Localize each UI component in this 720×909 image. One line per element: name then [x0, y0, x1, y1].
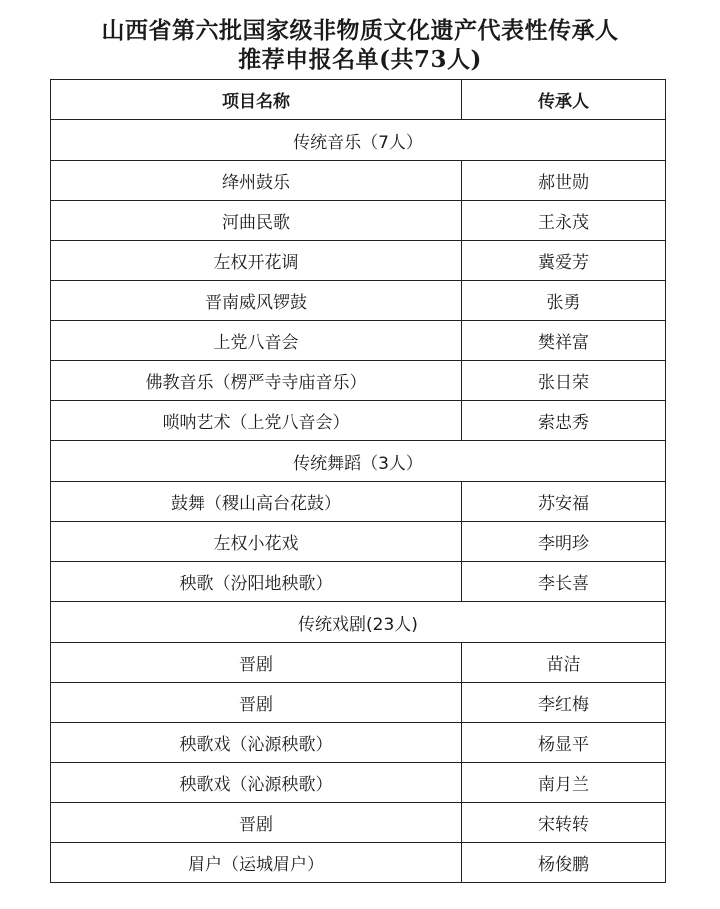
- category-row: [51, 602, 666, 643]
- table-row: [51, 241, 666, 281]
- table-row: [51, 763, 666, 803]
- inheritor-cell: 冀爱芳: [462, 241, 666, 281]
- inheritor-cell: 李红梅: [462, 683, 666, 723]
- project-name-cell: 左权开花调: [51, 241, 462, 281]
- table-row: [51, 201, 666, 241]
- table-row: [51, 723, 666, 763]
- project-name-cell: 眉户（运城眉户）: [51, 843, 462, 883]
- inheritor-cell: 南月兰: [462, 763, 666, 803]
- table-row: [51, 401, 666, 441]
- project-name-cell: 鼓舞（稷山高台花鼓）: [51, 482, 462, 522]
- category-label: 传统舞蹈（3人）: [51, 441, 666, 482]
- project-name-cell: 佛教音乐（楞严寺寺庙音乐）: [51, 361, 462, 401]
- project-name-cell: 唢呐艺术（上党八音会）: [51, 401, 462, 441]
- category-label: 传统音乐（7人）: [51, 120, 666, 161]
- inheritor-cell: 索忠秀: [462, 401, 666, 441]
- project-name-cell: 秧歌（汾阳地秧歌）: [51, 562, 462, 602]
- project-name-cell: 秧歌戏（沁源秧歌）: [51, 763, 462, 803]
- table-row: [51, 562, 666, 602]
- project-name-cell: 左权小花戏: [51, 522, 462, 562]
- document-title-line-1: 山西省第六批国家级非物质文化遗产代表性传承人: [101, 17, 619, 44]
- inheritor-cell: 杨俊鹏: [462, 843, 666, 883]
- category-row: [51, 120, 666, 161]
- table-row: [51, 522, 666, 562]
- inheritor-cell: 苏安福: [462, 482, 666, 522]
- table-row: [51, 361, 666, 401]
- project-name-cell: 晋剧: [51, 643, 462, 683]
- project-name-cell: 晋剧: [51, 683, 462, 723]
- inheritor-cell: 郝世勋: [462, 161, 666, 201]
- table-row: [51, 281, 666, 321]
- inheritor-cell: 王永茂: [462, 201, 666, 241]
- table-row: [51, 321, 666, 361]
- table-body: [51, 120, 666, 883]
- category-label: 传统戏剧(23人): [51, 602, 666, 643]
- project-name-cell: 河曲民歌: [51, 201, 462, 241]
- inheritor-cell: 苗洁: [462, 643, 666, 683]
- table-row: [51, 803, 666, 843]
- inheritor-cell: 杨显平: [462, 723, 666, 763]
- header-inheritor: 传承人: [462, 80, 666, 120]
- inheritor-cell: 李长喜: [462, 562, 666, 602]
- project-name-cell: 晋南威风锣鼓: [51, 281, 462, 321]
- inheritor-cell: 宋转转: [462, 803, 666, 843]
- project-name-cell: 上党八音会: [51, 321, 462, 361]
- category-row: [51, 441, 666, 482]
- document-title-line-2: 推荐申报名单(共73人): [238, 46, 482, 73]
- inheritor-cell: 张勇: [462, 281, 666, 321]
- inheritor-cell: 李明珍: [462, 522, 666, 562]
- table-row: [51, 482, 666, 522]
- project-name-cell: 绛州鼓乐: [51, 161, 462, 201]
- inheritor-table: [50, 79, 666, 883]
- project-name-cell: 秧歌戏（沁源秧歌）: [51, 723, 462, 763]
- inheritor-cell: 张日荣: [462, 361, 666, 401]
- project-name-cell: 晋剧: [51, 803, 462, 843]
- table-header-row: [51, 80, 666, 120]
- inheritor-cell: 樊祥富: [462, 321, 666, 361]
- table-row: [51, 843, 666, 883]
- table-row: [51, 643, 666, 683]
- table-row: [51, 683, 666, 723]
- table-row: [51, 161, 666, 201]
- header-project: 项目名称: [51, 80, 462, 120]
